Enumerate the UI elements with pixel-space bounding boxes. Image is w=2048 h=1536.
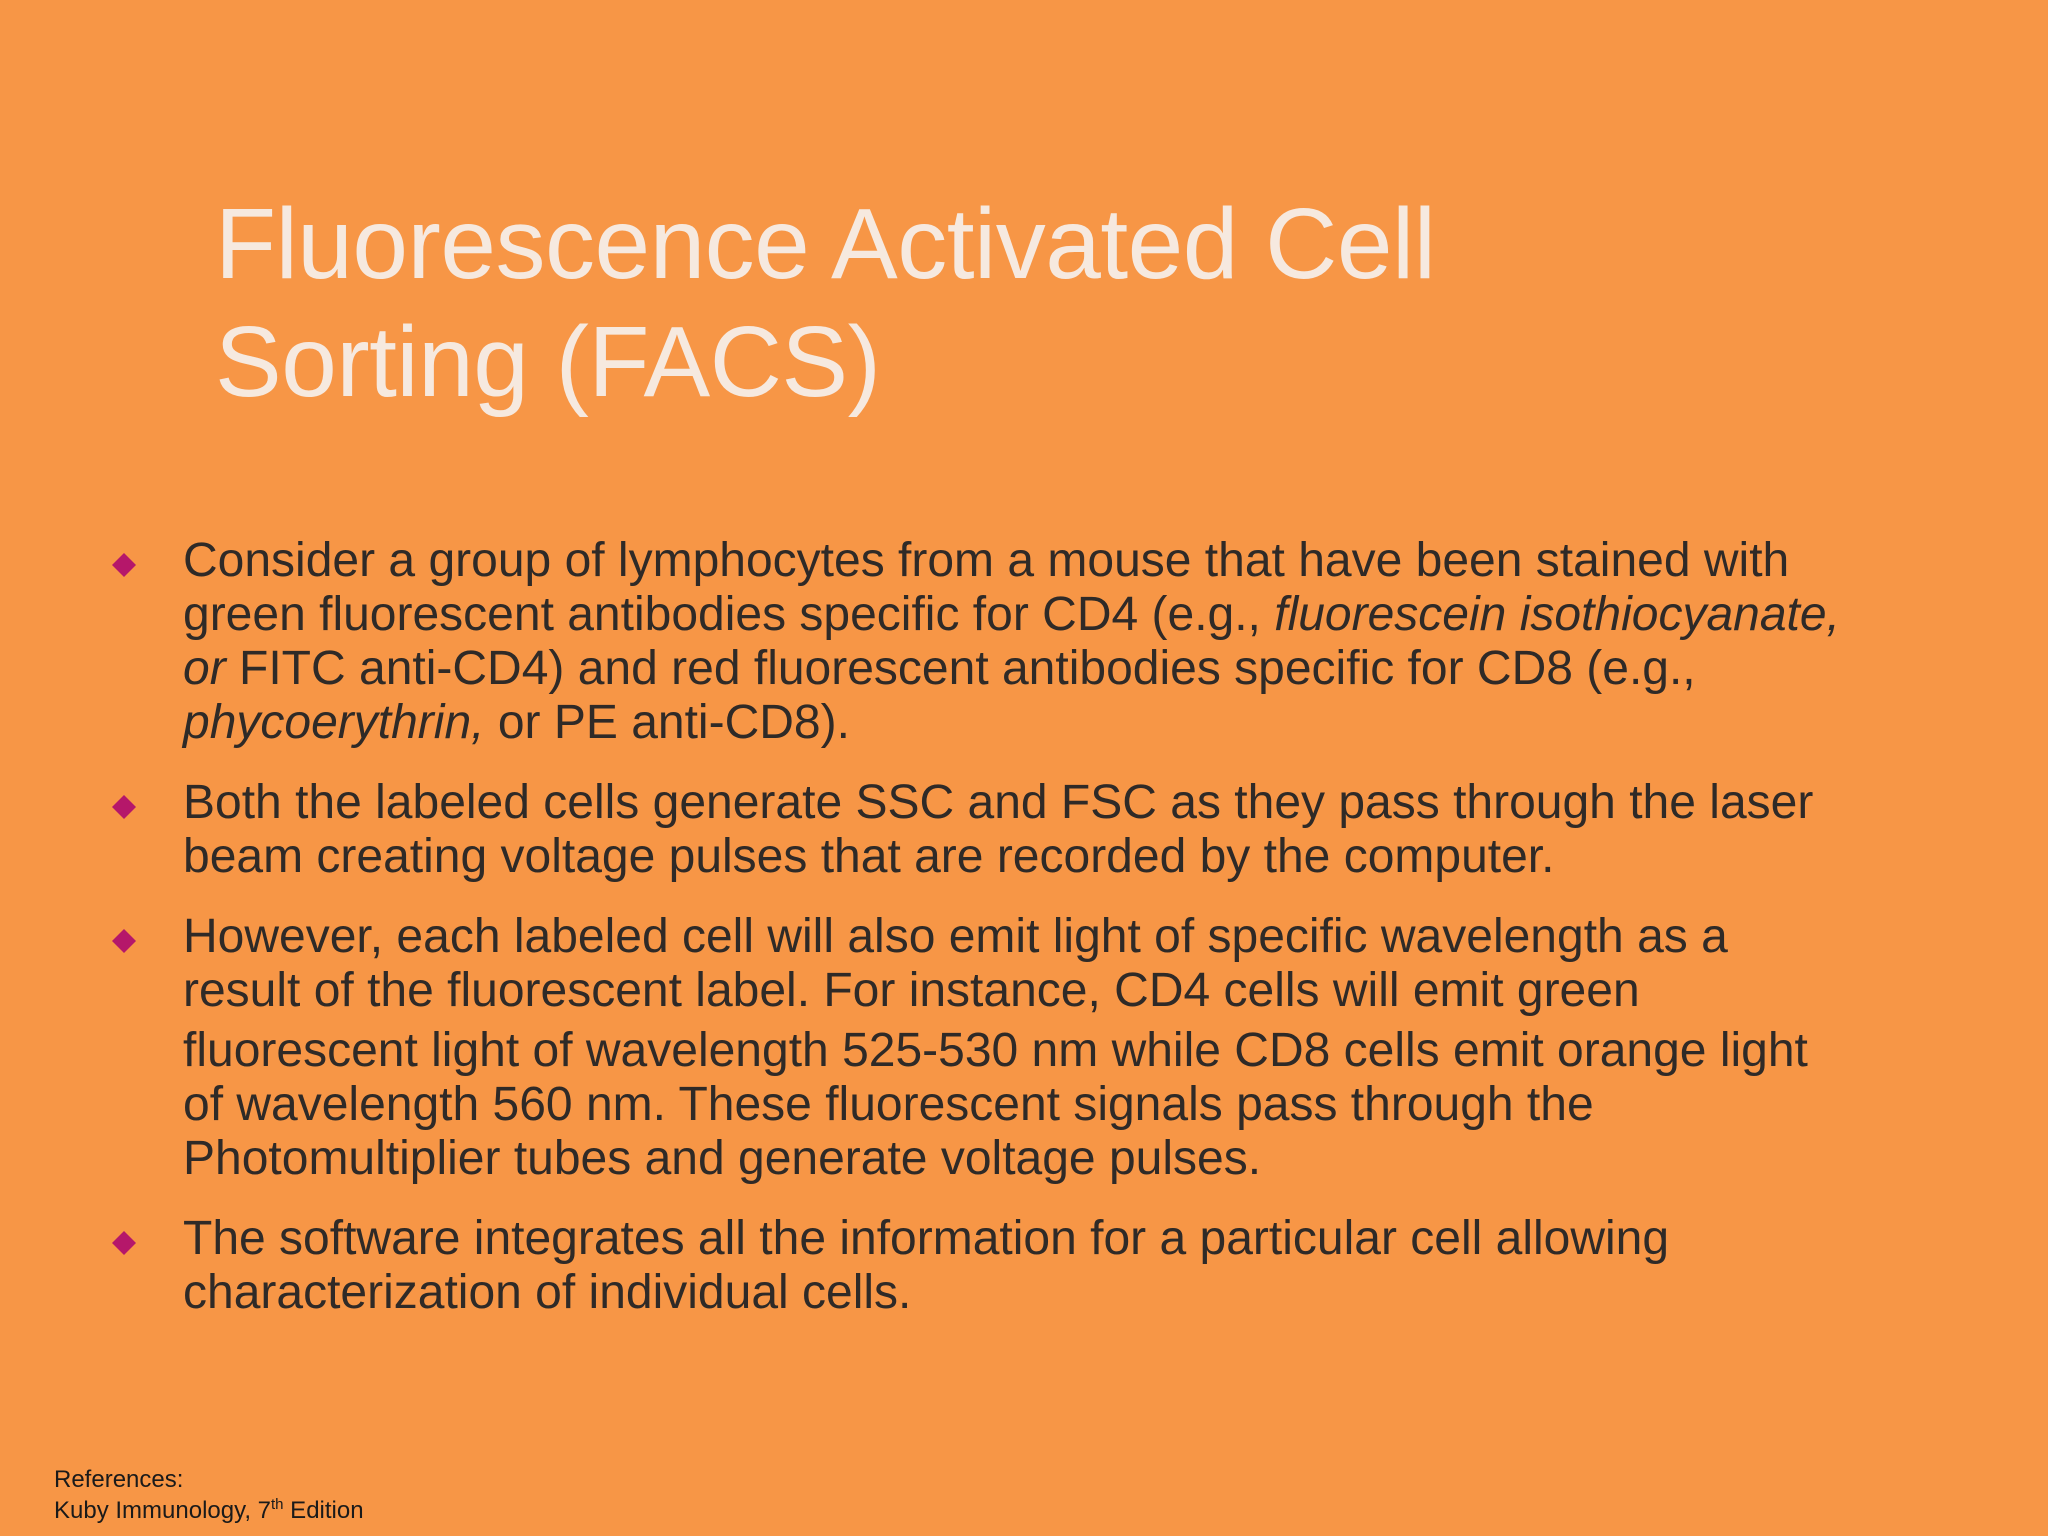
bullet-text: Consider a group of lymphocytes from a mouse that have been stained with <box>183 534 1790 587</box>
diamond-bullet-icon <box>112 795 136 819</box>
bullet-line <box>183 1132 1970 1186</box>
bullet-item <box>110 776 1970 884</box>
bullet-text-italic: or <box>183 642 226 695</box>
bullet-line <box>183 534 1970 588</box>
bullet-text: However, each labeled cell will also emit light of specific wavelength as a <box>183 910 1728 963</box>
diamond-bullet-icon <box>112 1231 136 1255</box>
diamond-bullet-icon <box>112 929 136 953</box>
bullet-line <box>183 642 1970 696</box>
bullet-line <box>183 964 1970 1018</box>
bullet-line <box>183 1078 1970 1132</box>
bullet-line <box>183 776 1970 830</box>
bullet-line <box>183 588 1970 642</box>
bullet-text: result of the fluorescent label. For instance, CD4 cells will emit green <box>183 964 1640 1017</box>
title-line-1: Fluorescence Activated Cell <box>215 188 1436 300</box>
bullet-text: or PE anti-CD8). <box>484 696 850 749</box>
references <box>54 1464 364 1526</box>
bullet-text: The software integrates all the information for a particular cell allowing <box>183 1212 1670 1265</box>
bullet-text: beam creating voltage pulses that are recorded by the computer. <box>183 830 1555 883</box>
bullet-text: Photomultiplier tubes and generate voltage pulses. <box>183 1132 1262 1185</box>
bullet-text: of wavelength 560 nm. These fluorescent signals pass through the <box>183 1078 1594 1131</box>
diamond-bullet-icon <box>112 553 136 577</box>
bullet-text-italic: fluorescein isothiocyanate, <box>1274 588 1840 641</box>
bullet-text-italic: phycoerythrin, <box>183 696 485 749</box>
citation-book: Kuby Immunology, 7 <box>54 1497 271 1524</box>
slide-title <box>215 185 1565 421</box>
bullet-list <box>110 534 1970 1346</box>
citation-superscript: th <box>271 1496 284 1513</box>
bullet-text: fluorescent light of wavelength 525-530 nm while CD8 cells emit orange light <box>183 1024 1808 1077</box>
title-line-2: Sorting (FACS) <box>215 306 881 418</box>
bullet-item <box>110 1212 1970 1320</box>
bullet-line <box>183 1024 1970 1078</box>
bullet-item <box>110 534 1970 750</box>
bullet-item <box>110 910 1970 1186</box>
bullet-line <box>183 910 1970 964</box>
bullet-text: Both the labeled cells generate SSC and FSC as they pass through the laser <box>183 776 1814 829</box>
bullet-text: green fluorescent antibodies specific for CD4 (e.g., <box>183 588 1275 641</box>
references-heading: References: <box>54 1466 184 1493</box>
bullet-line <box>183 1212 1970 1266</box>
bullet-text: characterization of individual cells. <box>183 1266 912 1319</box>
bullet-line <box>183 1266 1970 1320</box>
references-citation <box>54 1495 364 1526</box>
bullet-text: FITC anti-CD4) and red fluorescent antibodies specific for CD8 (e.g., <box>225 642 1696 695</box>
citation-edition: Edition <box>283 1497 364 1524</box>
bullet-line <box>183 830 1970 884</box>
bullet-line <box>183 696 1970 750</box>
